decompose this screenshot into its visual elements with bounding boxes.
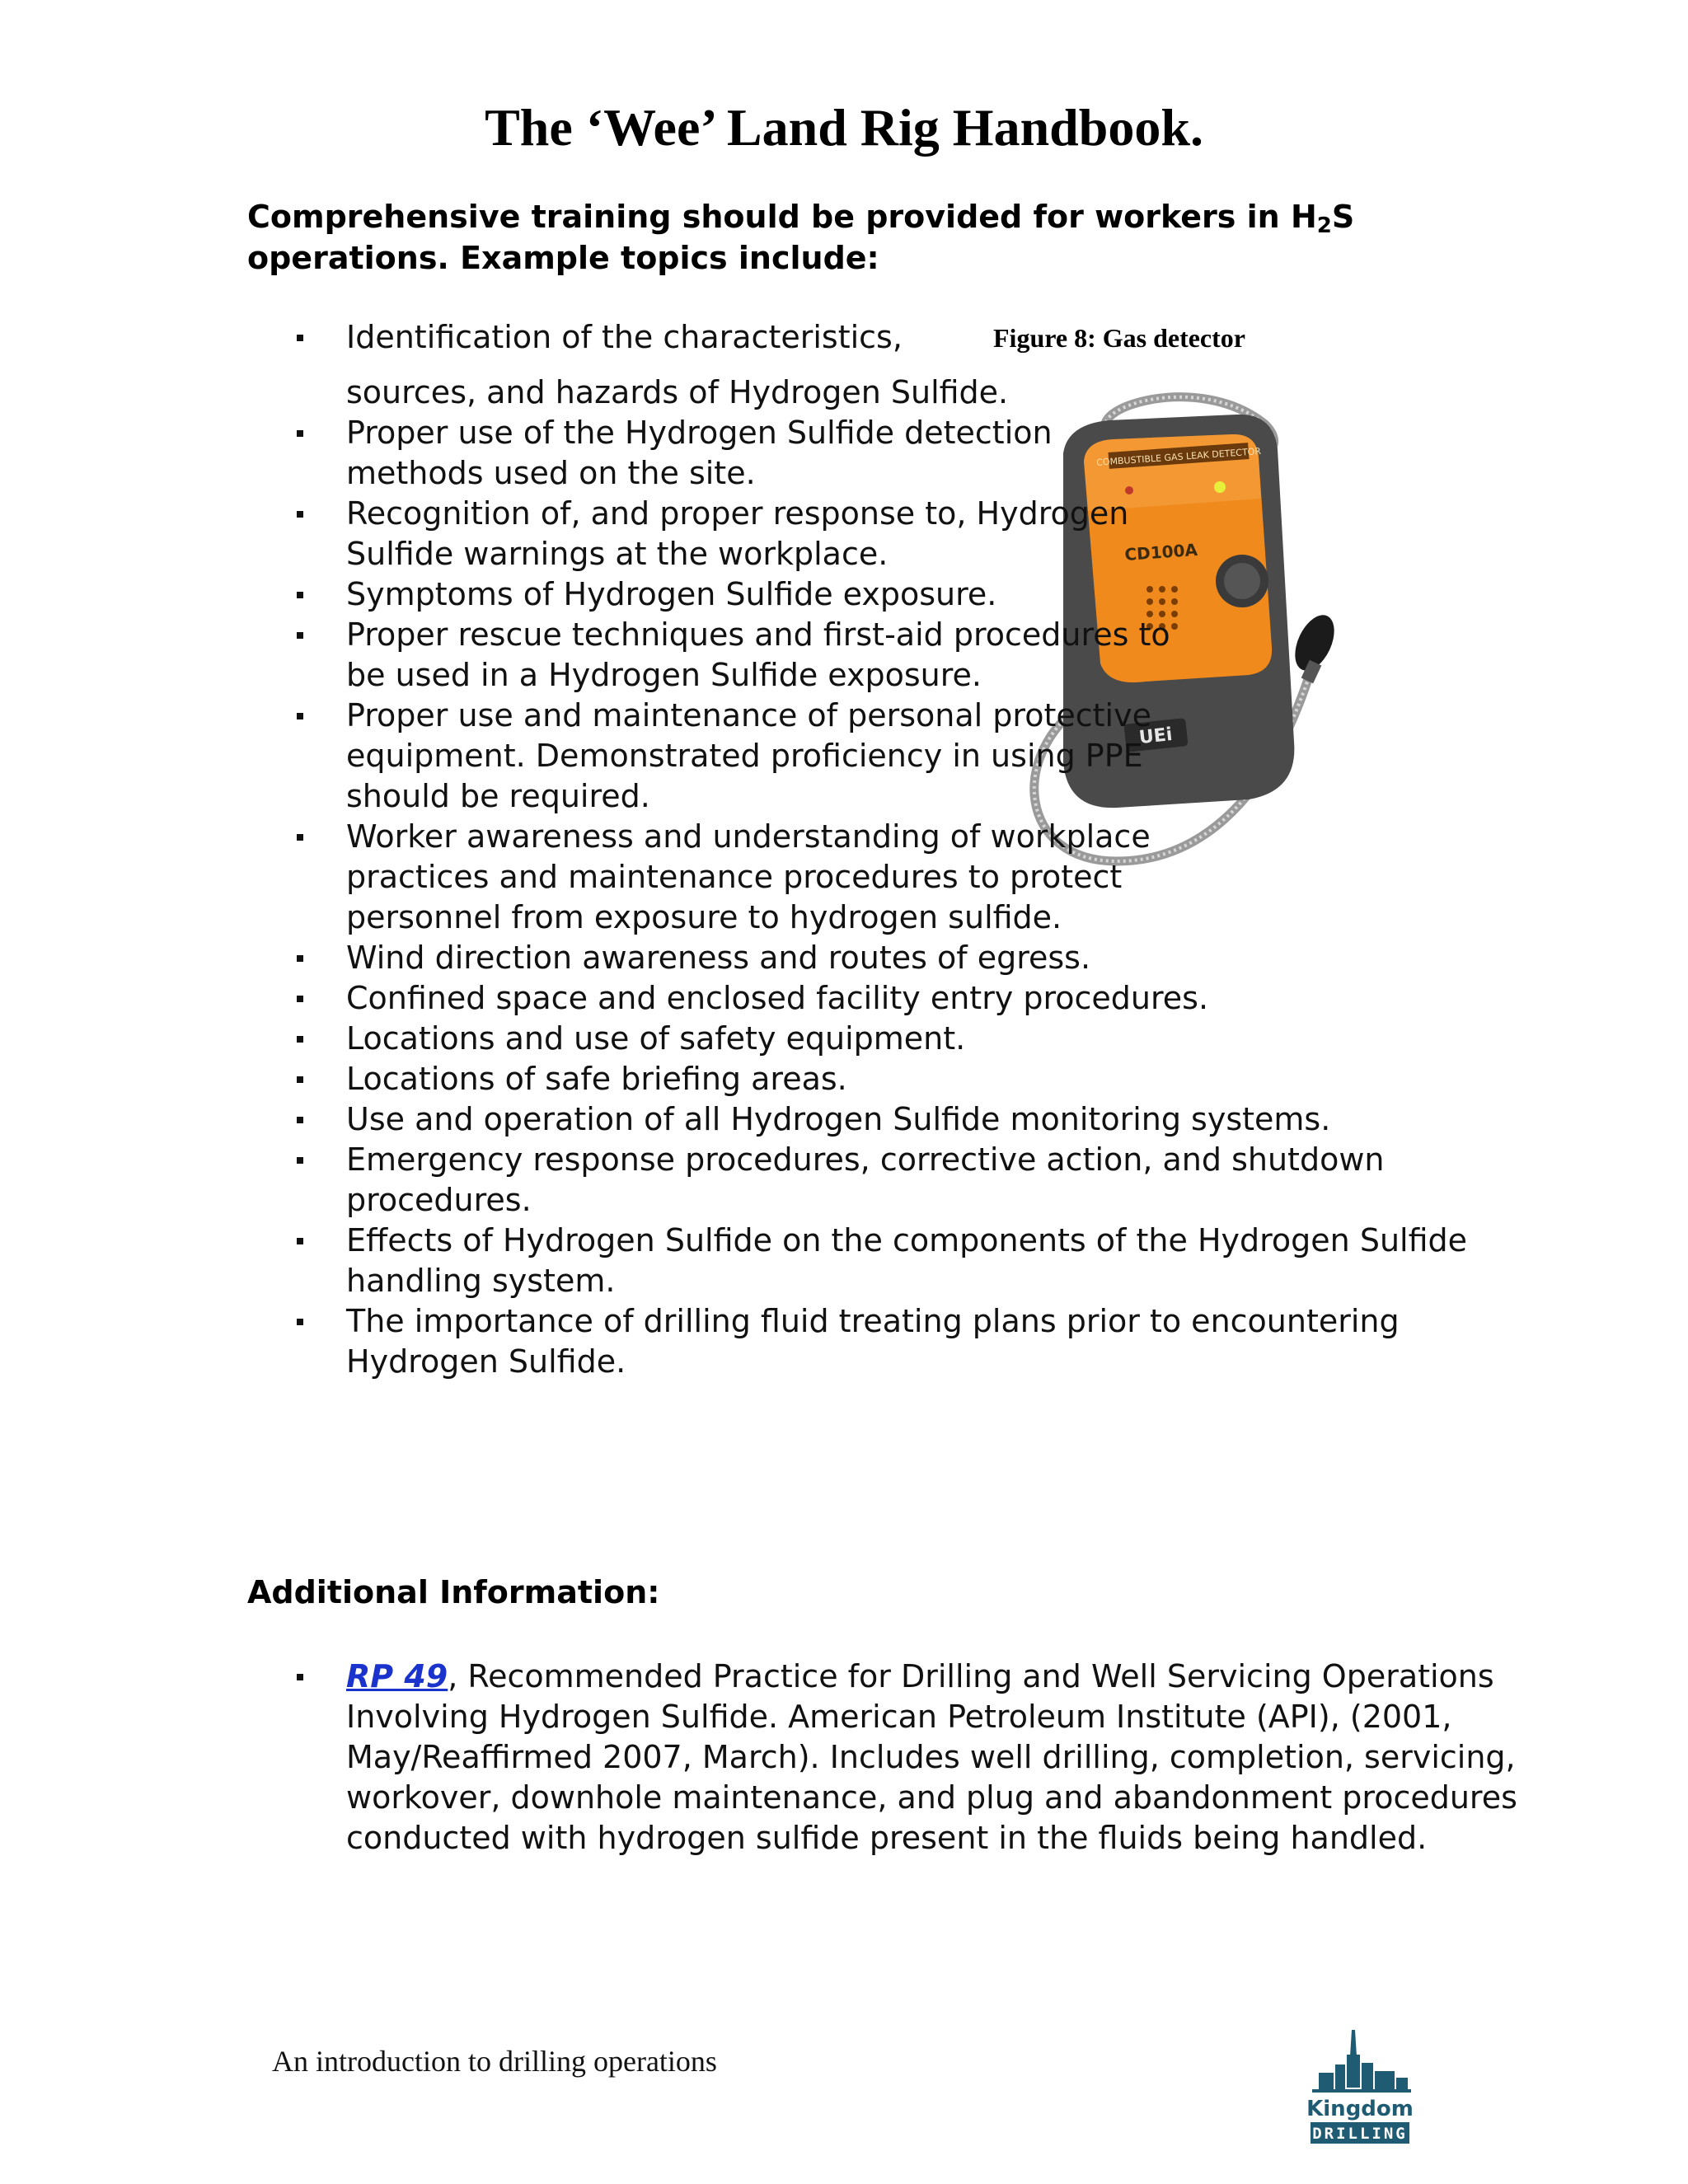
intro-text-before: Comprehensive training should be provided for workers in H bbox=[247, 199, 1317, 235]
list-item-text: Effects of Hydrogen Sulfide on the components of the Hydrogen Sulfide handling system. bbox=[346, 1222, 1468, 1299]
footer-text: An introduction to drilling operations bbox=[272, 2045, 717, 2078]
list-item-text: Recognition of, and proper response to, Hydrogen Sulfide warnings at the workplace. bbox=[346, 495, 1129, 572]
list-item-text: Locations of safe briefing areas. bbox=[346, 1061, 847, 1097]
intro-paragraph bbox=[247, 196, 1484, 279]
additional-info-list bbox=[247, 1657, 1533, 1858]
list-item bbox=[247, 413, 1688, 494]
svg-text:DRILLING: DRILLING bbox=[1312, 2125, 1408, 2143]
list-item bbox=[247, 696, 1550, 817]
list-item-first-line: Identification of the characteristics, bbox=[346, 319, 903, 355]
list-item-text: Proper rescue techniques and first-aid procedures to be used in a Hydrogen Sulfide exposure. bbox=[346, 616, 1170, 693]
list-item-text: Use and operation of all Hydrogen Sulfide monitoring systems. bbox=[346, 1101, 1331, 1137]
list-item-text: , Recommended Practice for Drilling and Well Servicing Operations Involving Hydrogen Sulfide. American Petroleum Institute (API), (2001, May/Reaffirmed 2007, March). Includes well drilling, completion, servicing, workover, downhole maintenance, and plug and abandonment procedures conducted with hydrogen sulfide present in the fluids being handled. bbox=[346, 1658, 1517, 1856]
list-item bbox=[247, 615, 1688, 696]
list-item bbox=[247, 1301, 1500, 1382]
kingdom-drilling-logo bbox=[1294, 2023, 1426, 2155]
list-item bbox=[247, 494, 1688, 574]
list-item bbox=[247, 1140, 1500, 1221]
figure-caption: Figure 8: Gas detector bbox=[993, 323, 1245, 353]
list-item bbox=[247, 574, 1688, 615]
svg-text:Kingdom: Kingdom bbox=[1306, 2097, 1414, 2121]
list-item-text: The importance of drilling fluid treating plans prior to encountering Hydrogen Sulfide. bbox=[346, 1303, 1400, 1380]
list-item-text: Emergency response procedures, corrective action, and shutdown procedures. bbox=[346, 1141, 1385, 1218]
page-title: The ‘Wee’ Land Rig Handbook. bbox=[485, 98, 1203, 157]
list-item-text: Locations and use of safety equipment. bbox=[346, 1020, 966, 1057]
list-item-text: sources, and hazards of Hydrogen Sulfide. bbox=[346, 374, 1009, 410]
intro-text-after: S operations. Example topics include: bbox=[247, 199, 1355, 276]
list-item bbox=[247, 978, 1688, 1019]
list-item bbox=[247, 1221, 1550, 1301]
list-item bbox=[247, 1019, 1688, 1059]
list-item bbox=[247, 317, 1688, 413]
list-item bbox=[247, 938, 1688, 978]
svg-text:CD100A: CD100A bbox=[1123, 539, 1198, 565]
additional-info-heading: Additional Information: bbox=[247, 1574, 660, 1610]
list-item-text: Proper use of the Hydrogen Sulfide detection methods used on the site. bbox=[346, 415, 1053, 491]
list-item bbox=[247, 1059, 1688, 1099]
rp49-link[interactable]: RP 49 bbox=[346, 1658, 448, 1694]
list-item bbox=[247, 817, 1550, 938]
svg-text:UEi: UEi bbox=[1137, 724, 1174, 749]
list-item-text: Worker awareness and understanding of workplace practices and maintenance procedures to protect personnel from exposure to hydrogen sulfide. bbox=[346, 818, 1151, 935]
list-item bbox=[247, 1657, 1533, 1858]
intro-subscript: 2 bbox=[1316, 213, 1332, 238]
list-item-text: Wind direction awareness and routes of egress. bbox=[346, 940, 1091, 976]
list-item bbox=[247, 1099, 1688, 1140]
list-item-text: Proper use and maintenance of personal protective equipment. Demonstrated proficiency in using PPE should be required. bbox=[346, 697, 1151, 814]
svg-text:COMBUSTIBLE GAS LEAK DETECTOR: COMBUSTIBLE GAS LEAK DETECTOR bbox=[1095, 446, 1262, 468]
list-item-text: Confined space and enclosed facility entry procedures. bbox=[346, 980, 1209, 1016]
topics-list bbox=[247, 317, 1688, 1382]
list-item-text: Symptoms of Hydrogen Sulfide exposure. bbox=[346, 576, 997, 612]
